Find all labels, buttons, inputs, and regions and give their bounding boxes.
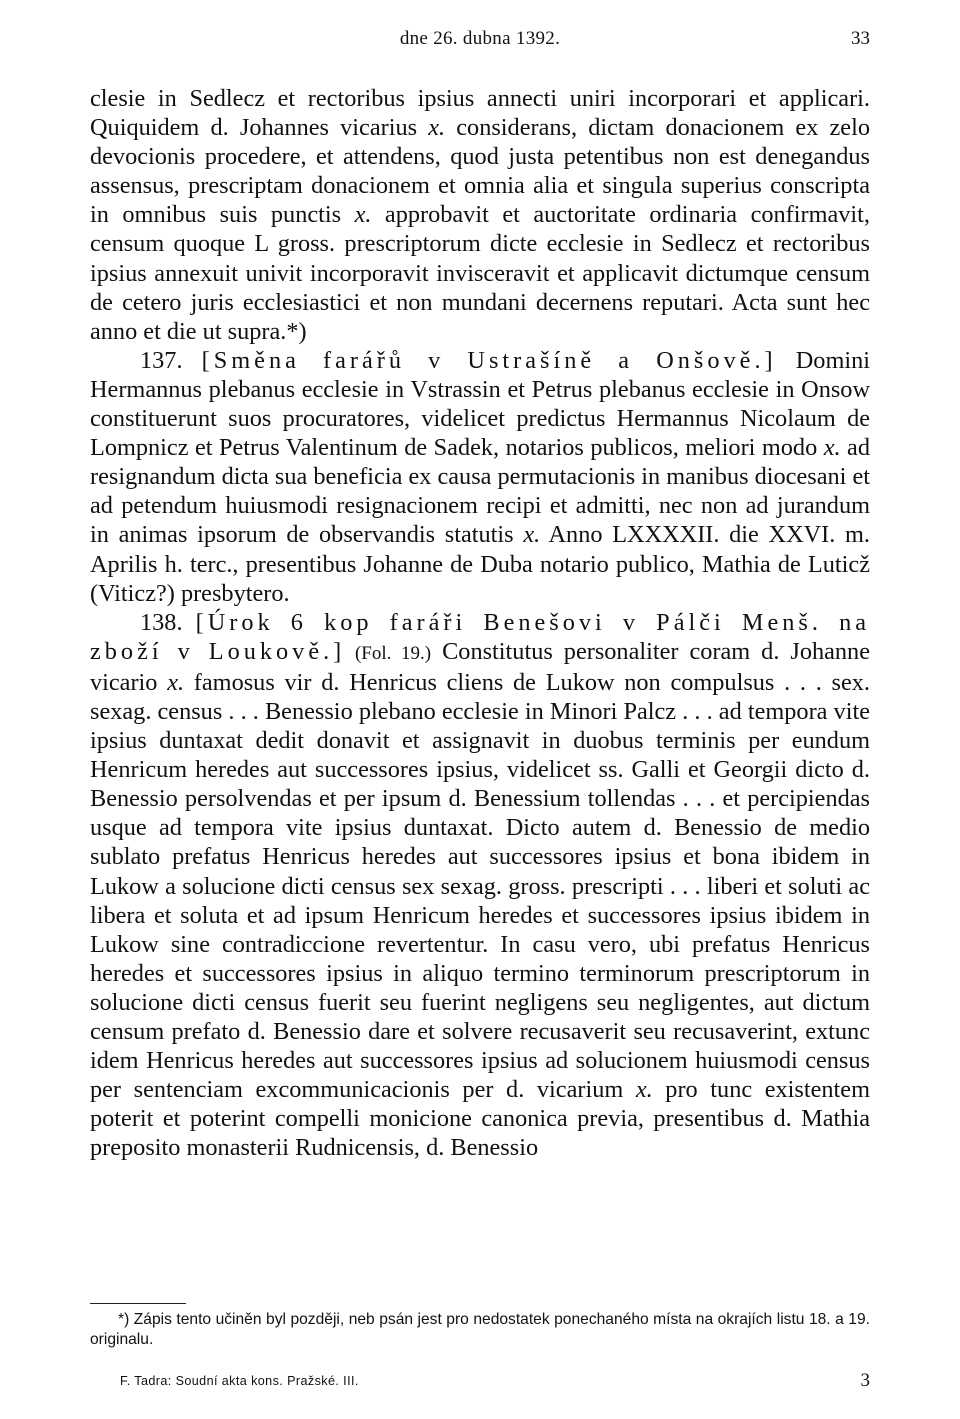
etc-abbreviation: x. bbox=[167, 668, 185, 696]
etc-abbreviation: x. bbox=[523, 521, 541, 549]
entry-number: 137. bbox=[140, 346, 202, 374]
etc-abbreviation: x. bbox=[823, 434, 841, 462]
entry-heading: [Směna farářů v Ustrašíně a Onšově.] bbox=[201, 346, 777, 374]
entry-number: 138. bbox=[140, 608, 196, 636]
main-text bbox=[90, 84, 870, 1162]
entry-137: 137. [Směna farářů v Ustrašíně a Onšově.] Domini Hermannus plebanus ecclesie in Vstrassin et Petrus plebanus ecclesie in Onsow constituerunt suos procuratores, videlicet predictus Hermannus Nicolaum de Lompnicz et Petrus Valentinum de Sadek, notarios publicos, meliori modo x. ad resignandum dicta sua beneficia ex causa permutacionis in manibus diocesani et ad petendum huiusmodi resignacionem recipi et admitti, nec non ad jurandum in animas ipsorum de observandis statutis x. Anno LXXXXII. die XXVI. m. Aprilis h. terc., presentibus Johanne de Duba notario publico, Mathia de Luticž (Viticz?) presbytero. bbox=[90, 346, 870, 607]
entry-138: 138. [Úrok 6 kop faráři Benešovi v Pálči Menš. na zboží v Loukově.] (Fol. 19.) Constitutus personaliter coram d. Johanne vicario x. famosus vir d. Henricus cliens de Lukow non compulsus . . . sex. sexag. census . . . Benessio plebano ecclesie in Minori Palcz . . . ad tempora vite ipsius duntaxat dedit donavit et assignavit in duobus terminis per eundum Henricum heredes aut successores ipsius, videlicet ss. Galli et Georgii dicto d. Benessio persolvendas et per ipsum d. Benessium tollendas . . . et percipiendas usque ad tempora vite ipsius duntaxat. Dicto autem d. Benessio de medio sublato prefatus Henricus heredes aut successores ipsius et bona ibidem in Lukow a solucione dicti census sex sexag. gross. prescripti . . . liberi et soluti ac libera et soluta et ad ipsum Henricum heredes et successores ipsius ibidem in Lukow sine contradiccione revertentur. In casu vero, ubi prefatus Henricus heredes et successores ipsius in aliquo termino terminorum prescriptorum in solucione dicti census fuerit seu fuerint negligens seu negligentes, aut dictum censum prefato d. Benessio dare et solvere recusaverit seu recusaverint, extunc idem Henricus heredes aut successores ipsius ad solucionem huiusmodi census per sentenciam excommunicacionis per d. vicarium x. pro tunc existentem poterit et poterint compelli monicione canonica previa, presentibus d. Mathia preposito monasterii Rudnicensis, d. Benessio bbox=[90, 608, 871, 1162]
etc-abbreviation: x. bbox=[428, 114, 446, 142]
etc-abbreviation: x. bbox=[354, 201, 372, 229]
page-header bbox=[90, 28, 870, 58]
paragraph-136-continuation: clesie in Sedlecz et rectoribus ipsius annecti uniri incorporari et applicari. Quiquidem d. Johannes vicarius x. considerans, dictam donacionem ex zelo devocionis procedere, et attendens, quod justa petentibus non est denegandus assensus, prescriptam donacionem et omnia alia et singula superius conscripta in omnibus suis punctis x. approbavit et auctoritate ordinaria confirmavit, censum quoque L gross. prescriptorum dicte ecclesie in Sedlecz et rectoribus ipsius annexuit univit incorporavit invisceravit et applicavit dictumque censum de cetero juris ecclesiastici et non mundani decernens reputari. Acta sunt hec anno et die ut supra.*) bbox=[90, 85, 870, 345]
sheet-number: 3 bbox=[860, 1370, 870, 1391]
footnote-divider bbox=[90, 1303, 186, 1304]
etc-abbreviation: x. bbox=[635, 1076, 653, 1104]
footnote: *) Zápis tento učiněn byl později, neb psán jest pro nedostatek ponechaného místa na okrajích listu 18. a 19. originalu. bbox=[90, 1311, 870, 1348]
signature-line: F. Tadra: Soudní akta kons. Pražské. III. bbox=[120, 1374, 359, 1388]
page-number: 33 bbox=[851, 28, 870, 49]
page-footer bbox=[90, 1370, 870, 1394]
running-title: dne 26. dubna 1392. bbox=[399, 28, 561, 49]
folio-reference: (Fol. 19.) bbox=[345, 642, 432, 664]
entry-heading: [Úrok 6 kop faráři Benešovi v Pálči Menš. na zboží v Loukově.] bbox=[90, 608, 871, 665]
